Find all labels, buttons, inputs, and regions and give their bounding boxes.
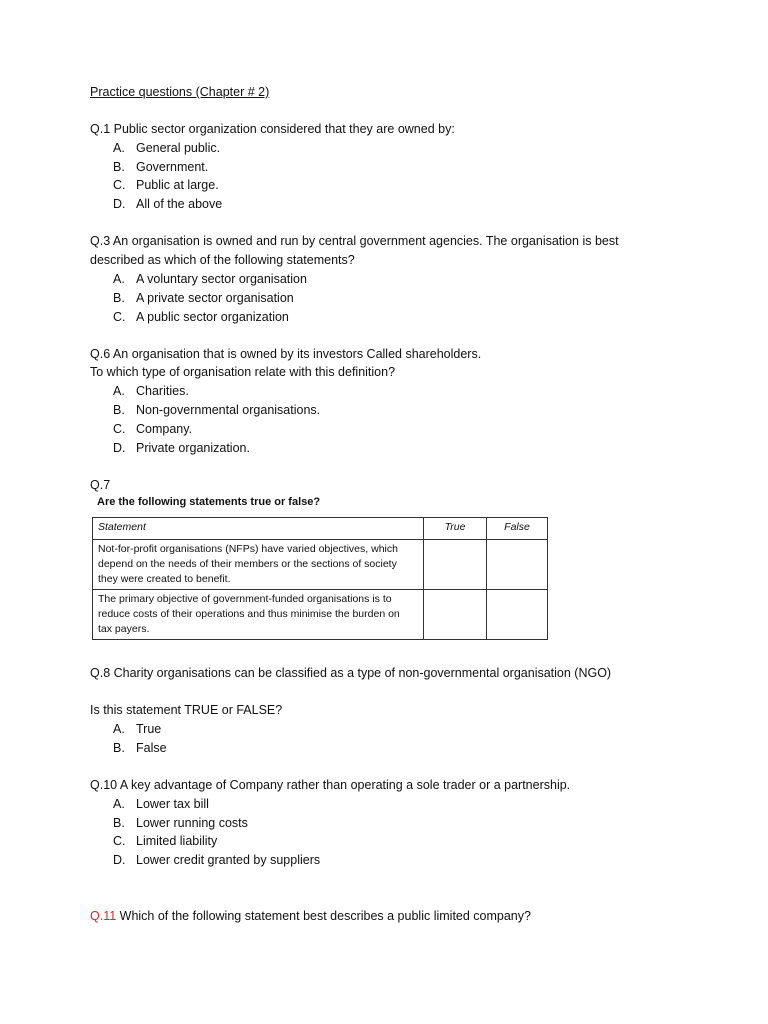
statement-cell: [93, 540, 424, 590]
statement-line: reduce costs of their operations and thus minimise the burden on: [98, 608, 400, 620]
q10-option-a: [113, 796, 209, 812]
q3-option-a: [113, 271, 307, 287]
option-letter: B.: [113, 160, 125, 174]
statement-line: Not-for-profit organisations (NFPs) have varied objectives, which: [98, 543, 398, 555]
table-header-row: [93, 518, 548, 540]
q6-option-a: [113, 383, 189, 399]
q6-option-d: [113, 440, 250, 456]
statement-line: The primary objective of government-funded organisations is to: [98, 593, 392, 605]
q6-option-c: [113, 421, 192, 437]
option-letter: C.: [113, 422, 126, 436]
table-row: [93, 540, 548, 590]
option-text: A voluntary sector organisation: [136, 272, 307, 286]
statement-line: they were created to benefit.: [98, 573, 231, 585]
option-letter: A.: [113, 272, 125, 286]
false-answer-cell: [487, 540, 548, 590]
q8-option-a: [113, 721, 161, 737]
q10-option-b: [113, 815, 248, 831]
question-3-text-line2: described as which of the following statements?: [90, 253, 355, 267]
option-letter: B.: [113, 741, 125, 755]
option-letter: C.: [113, 310, 126, 324]
option-text: Non-governmental organisations.: [136, 403, 321, 417]
question-8-text: Q.8 Charity organisations can be classified as a type of non-governmental organisation (NGO): [90, 666, 612, 680]
statement-cell: [93, 590, 424, 640]
question-6-text-line1: Q.6 An organisation that is owned by its investors Called shareholders.: [90, 347, 482, 361]
option-letter: A.: [113, 141, 125, 155]
question-1-text: Q.1 Public sector organization considered that they are owned by:: [90, 122, 455, 136]
true-false-instruction: Are the following statements true or false?: [97, 496, 321, 508]
option-text: General public.: [136, 141, 221, 155]
false-answer-cell: [487, 590, 548, 640]
q6-option-b: [113, 402, 320, 418]
option-letter: A.: [113, 384, 125, 398]
statement-line: tax payers.: [98, 623, 150, 635]
question-3-text-line1: Q.3 An organisation is owned and run by central government agencies. The organisation is best: [90, 234, 619, 248]
option-text: A public sector organization: [136, 310, 289, 324]
q1-option-a: [113, 140, 220, 156]
question-11-label: Q.11: [90, 909, 117, 923]
question-6-text-line2: To which type of organisation relate with this definition?: [90, 365, 396, 379]
option-text: Public at large.: [136, 178, 219, 192]
statement-line: depend on the needs of their members or the sections of society: [98, 558, 397, 570]
option-text: False: [136, 741, 167, 755]
option-text: Private organization.: [136, 441, 250, 455]
option-text: All of the above: [136, 197, 223, 211]
option-letter: B.: [113, 403, 125, 417]
option-text: Company.: [136, 422, 193, 436]
question-10-text: Q.10 A key advantage of Company rather than operating a sole trader or a partnership.: [90, 778, 571, 792]
option-letter: D.: [113, 197, 126, 211]
option-letter: D.: [113, 441, 126, 455]
true-false-table: [92, 517, 548, 640]
true-answer-cell: [424, 590, 487, 640]
page-title: Practice questions (Chapter # 2): [90, 85, 270, 99]
option-text: Limited liability: [136, 834, 218, 848]
q1-option-d: [113, 196, 222, 212]
question-11-text: [90, 908, 531, 924]
option-text: Government.: [136, 160, 209, 174]
option-text: Lower running costs: [136, 816, 248, 830]
option-letter: C.: [113, 178, 126, 192]
option-letter: B.: [113, 816, 125, 830]
table-row: [93, 590, 548, 640]
option-text: True: [136, 722, 162, 736]
header-false: False: [487, 518, 548, 540]
q3-option-c: [113, 309, 289, 325]
q1-option-b: [113, 159, 208, 175]
q3-option-b: [113, 290, 294, 306]
option-letter: A.: [113, 722, 125, 736]
option-letter: D.: [113, 853, 126, 867]
question-8-prompt: Is this statement TRUE or FALSE?: [90, 703, 283, 717]
q10-option-d: [113, 852, 320, 868]
header-statement: Statement: [93, 518, 424, 540]
option-text: Lower credit granted by suppliers: [136, 853, 321, 867]
option-text: Lower tax bill: [136, 797, 209, 811]
option-letter: A.: [113, 797, 125, 811]
option-letter: B.: [113, 291, 125, 305]
option-text: Charities.: [136, 384, 189, 398]
option-letter: C.: [113, 834, 126, 848]
q10-option-c: [113, 833, 217, 849]
true-answer-cell: [424, 540, 487, 590]
q8-option-b: [113, 740, 167, 756]
option-text: A private sector organisation: [136, 291, 294, 305]
q1-option-c: [113, 177, 219, 193]
question-7-label: Q.7: [90, 478, 111, 492]
question-11-body: Which of the following statement best describes a public limited company?: [116, 909, 531, 923]
header-true: True: [424, 518, 487, 540]
